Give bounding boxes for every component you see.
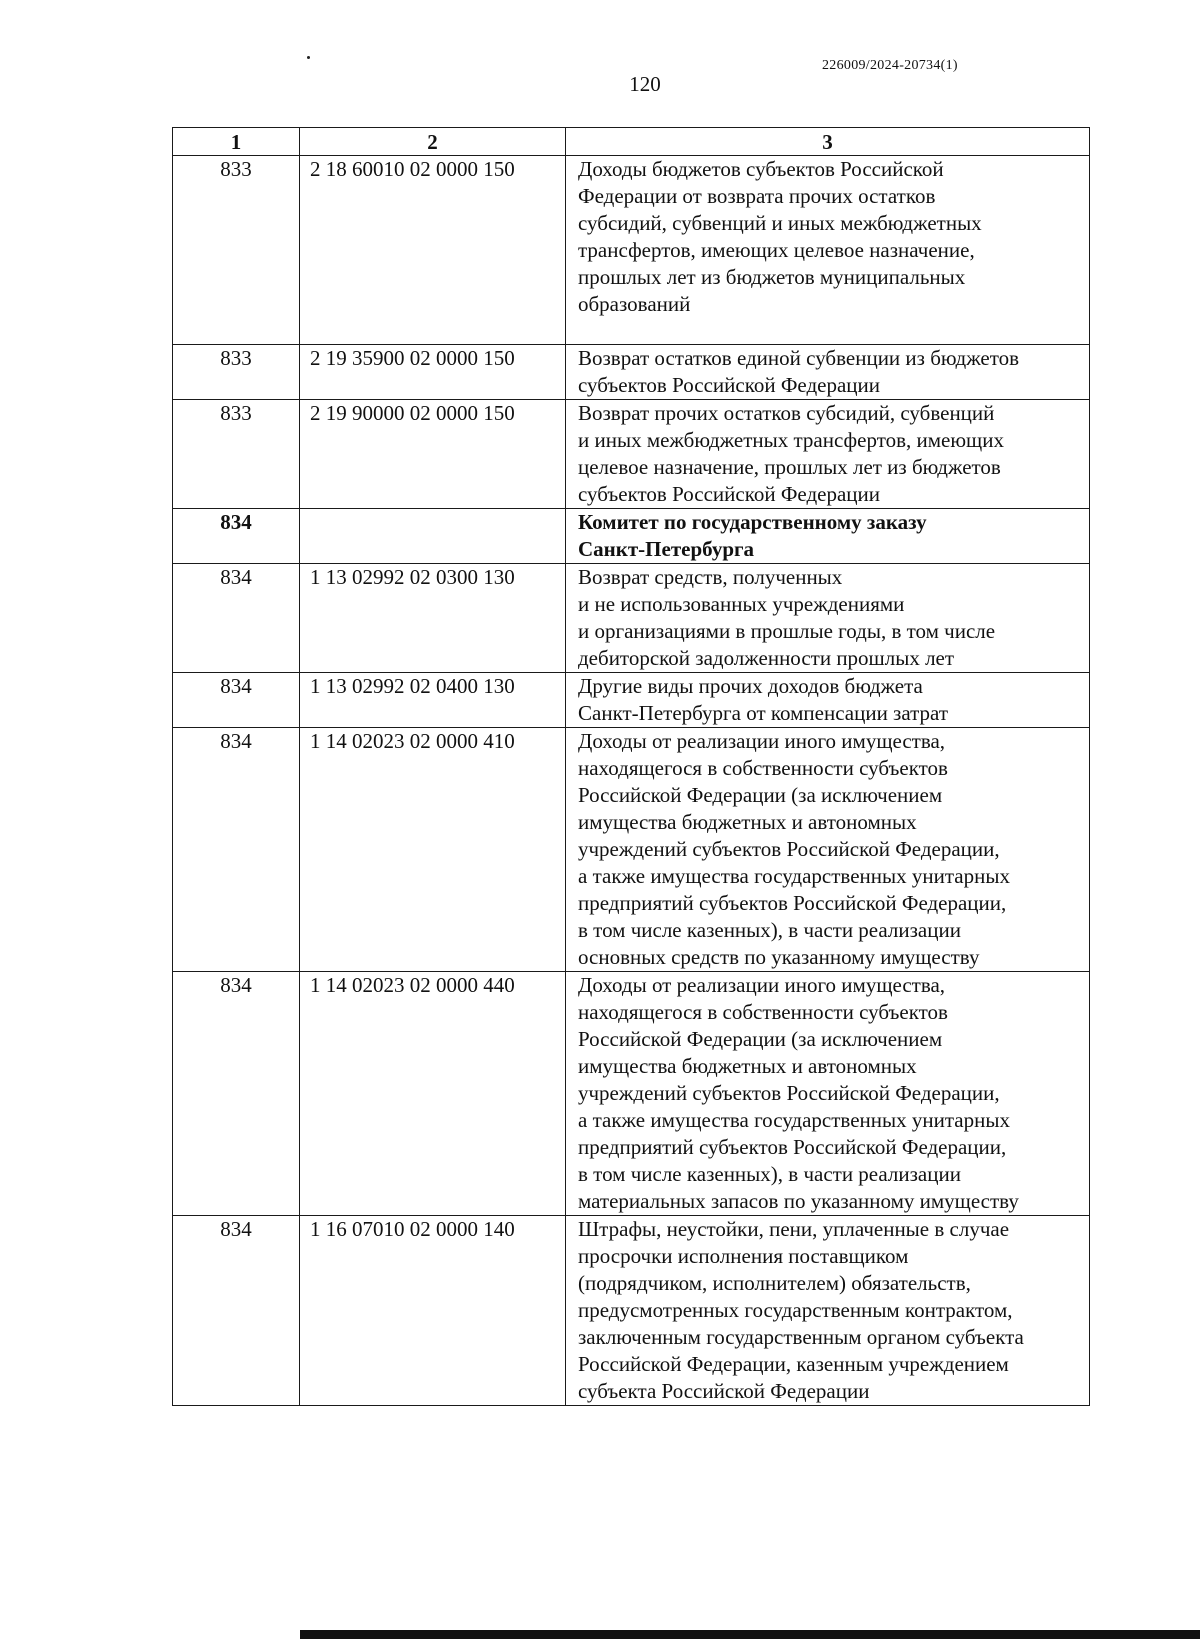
admin-code-cell: 834 [173, 972, 300, 1216]
description-line: Возврат средств, полученных [578, 565, 843, 589]
table-row [173, 345, 1090, 400]
admin-code-cell: 834 [173, 673, 300, 728]
description-line: Санкт-Петербурга [578, 537, 755, 561]
description-line: Российской Федерации, казенным учреждением [578, 1352, 1009, 1376]
description-line: дебиторской задолженности прошлых лет [578, 646, 955, 670]
table-row [173, 156, 1090, 345]
description-line: субъектов Российской Федерации [578, 373, 881, 397]
income-code-cell: 1 14 02023 02 0000 410 [300, 728, 566, 972]
description-line: Санкт-Петербурга от компенсации затрат [578, 701, 949, 725]
description-line: прошлых лет из бюджетов муниципальных [578, 265, 966, 289]
description-line: заключенным государственным органом субъекта [578, 1325, 1024, 1349]
description-cell [566, 1216, 1090, 1406]
description-cell [566, 156, 1090, 345]
description-line: и не использованных учреждениями [578, 592, 905, 616]
income-codes-table [172, 127, 1090, 1406]
table-row [173, 1216, 1090, 1406]
admin-code-cell: 834 [173, 1216, 300, 1406]
income-code-cell: 1 16 07010 02 0000 140 [300, 1216, 566, 1406]
description-cell [566, 728, 1090, 972]
description-line: находящегося в собственности субъектов [578, 756, 948, 780]
description-line: субсидий, субвенций и иных межбюджетных [578, 211, 982, 235]
description-line: образований [578, 292, 691, 316]
description-line: Комитет по государственному заказу [578, 510, 927, 534]
description-line: а также имущества государственных унитарных [578, 864, 1010, 888]
description-cell [566, 509, 1090, 564]
description-cell [566, 564, 1090, 673]
description-line: Федерации от возврата прочих остатков [578, 184, 936, 208]
description-line: основных средств по указанному имуществу [578, 945, 980, 969]
table-row [173, 972, 1090, 1216]
description-line: (подрядчиком, исполнителем) обязательств, [578, 1271, 971, 1295]
description-line: учреждений субъектов Российской Федерации, [578, 837, 1000, 861]
description-line: Возврат прочих остатков субсидий, субвенций [578, 401, 995, 425]
admin-code-cell: 833 [173, 400, 300, 509]
description-line: Доходы от реализации иного имущества, [578, 973, 946, 997]
description-line: Другие виды прочих доходов бюджета [578, 674, 923, 698]
admin-code-cell: 834 [173, 564, 300, 673]
description-line: в том числе казенных), в части реализации [578, 1162, 961, 1186]
document-id: 226009/2024-20734(1) [822, 58, 958, 73]
description-line: просрочки исполнения поставщиком [578, 1244, 909, 1268]
description-line: находящегося в собственности субъектов [578, 1000, 948, 1024]
description-line: предприятий субъектов Российской Федерации, [578, 891, 1007, 915]
description-line: субъекта Российской Федерации [578, 1379, 870, 1403]
column-header-1: 1 [173, 128, 300, 156]
column-header-3: 3 [566, 128, 1090, 156]
table-header-row [173, 128, 1090, 156]
table-row [173, 509, 1090, 564]
description-line: Возврат остатков единой субвенции из бюджетов [578, 346, 1020, 370]
admin-code-cell: 834 [173, 509, 300, 564]
description-line: а также имущества государственных унитарных [578, 1108, 1010, 1132]
scan-speck [307, 56, 310, 59]
description-line: трансфертов, имеющих целевое назначение, [578, 238, 975, 262]
income-code-cell: 2 19 35900 02 0000 150 [300, 345, 566, 400]
table-row [173, 564, 1090, 673]
description-line: Доходы бюджетов субъектов Российской [578, 157, 944, 181]
table-row [173, 400, 1090, 509]
page-number: 120 [629, 72, 661, 96]
description-line: субъектов Российской Федерации [578, 482, 881, 506]
description-line: и организациями в прошлые годы, в том числе [578, 619, 996, 643]
description-line: Российской Федерации (за исключением [578, 1027, 943, 1051]
scan-edge-bar [300, 1630, 1200, 1639]
income-code-cell [300, 509, 566, 564]
description-line: предприятий субъектов Российской Федерации, [578, 1135, 1007, 1159]
income-code-cell: 2 18 60010 02 0000 150 [300, 156, 566, 345]
table-row [173, 673, 1090, 728]
income-code-cell: 2 19 90000 02 0000 150 [300, 400, 566, 509]
table-body [173, 156, 1090, 1406]
description-line: Штрафы, неустойки, пени, уплаченные в случае [578, 1217, 1010, 1241]
description-line: учреждений субъектов Российской Федерации, [578, 1081, 1000, 1105]
description-cell [566, 673, 1090, 728]
description-line: в том числе казенных), в части реализации [578, 918, 961, 942]
description-cell [566, 400, 1090, 509]
description-line: целевое назначение, прошлых лет из бюджетов [578, 455, 1001, 479]
description-cell [566, 345, 1090, 400]
admin-code-cell: 834 [173, 728, 300, 972]
income-code-cell: 1 13 02992 02 0300 130 [300, 564, 566, 673]
description-cell [566, 972, 1090, 1216]
description-line: имущества бюджетных и автономных [578, 1054, 917, 1078]
description-line: Доходы от реализации иного имущества, [578, 729, 946, 753]
column-header-2: 2 [300, 128, 566, 156]
admin-code-cell: 833 [173, 345, 300, 400]
description-line: Российской Федерации (за исключением [578, 783, 943, 807]
description-line: предусмотренных государственным контрактом, [578, 1298, 1013, 1322]
description-line: имущества бюджетных и автономных [578, 810, 917, 834]
description-line: и иных межбюджетных трансфертов, имеющих [578, 428, 1004, 452]
description-line: материальных запасов по указанному имуществу [578, 1189, 1019, 1213]
table-row [173, 728, 1090, 972]
admin-code-cell: 833 [173, 156, 300, 345]
income-code-cell: 1 13 02992 02 0400 130 [300, 673, 566, 728]
income-code-cell: 1 14 02023 02 0000 440 [300, 972, 566, 1216]
